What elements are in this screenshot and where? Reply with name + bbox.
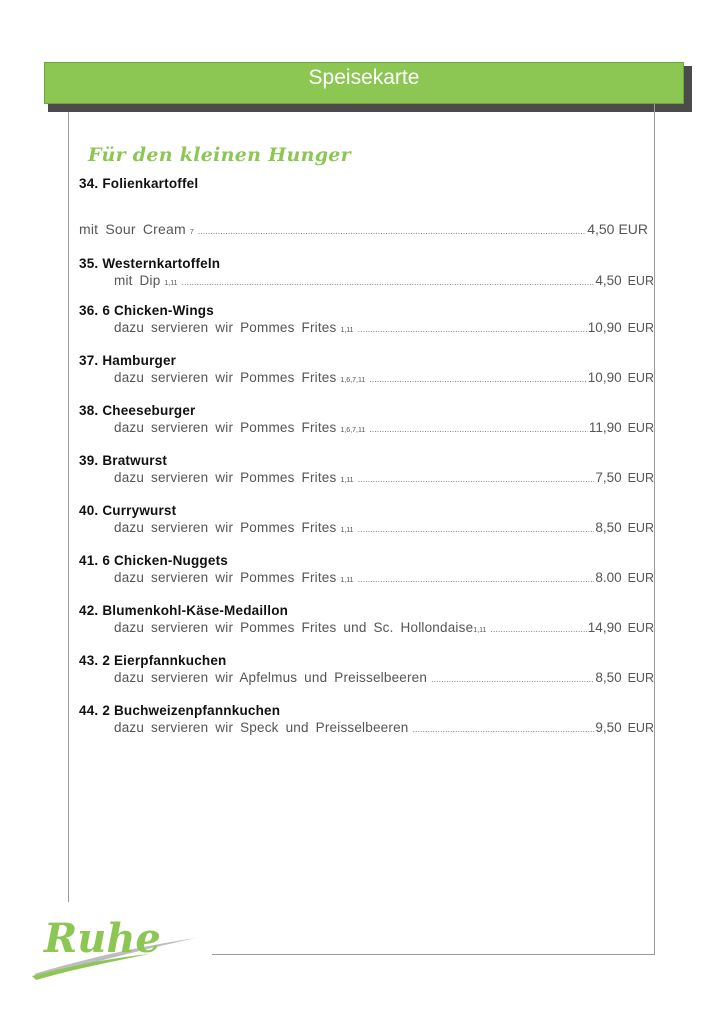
menu-item-name: 37. Hamburger	[79, 353, 177, 368]
menu-item-price: 10,90	[587, 370, 622, 385]
menu-item-currency: EUR	[627, 621, 654, 635]
menu-item	[79, 703, 654, 738]
menu-item-currency: EUR	[627, 671, 654, 685]
menu-item-currency: EUR	[627, 274, 654, 288]
menu-item-name: 39. Bratwurst	[79, 453, 168, 468]
menu-item-currency: EUR	[627, 471, 654, 485]
menu-item	[79, 353, 654, 389]
menu-item	[79, 403, 654, 439]
menu-item-price: 8,50	[595, 670, 622, 685]
menu-item-description: dazu servieren wir Apfelmus und Preisselbeeren	[114, 670, 428, 685]
menu-item-price: 7,50	[595, 470, 622, 485]
menu-item-description: dazu servieren wir Pommes Frites	[114, 370, 337, 385]
menu-item-currency: EUR	[618, 221, 648, 237]
menu-item-price: 8.00	[595, 570, 622, 585]
menu-item-name: 36. 6 Chicken-Wings	[79, 303, 214, 318]
menu-item-name: 40. Currywurst	[79, 503, 177, 518]
menu-item-price: 4,50	[587, 221, 615, 237]
menu-item-allergens: 7	[189, 229, 194, 236]
menu-item-allergens: 1,6,7,11	[340, 377, 366, 384]
dot-leader	[182, 274, 595, 291]
menu-item-name: 34. Folienkartoffel	[79, 176, 199, 191]
menu-item-currency: EUR	[627, 571, 654, 585]
menu-item-description: dazu servieren wir Pommes Frites	[114, 470, 337, 485]
menu-item-allergens: 1,6,7,11	[340, 427, 366, 434]
menu-item-currency: EUR	[627, 321, 654, 335]
menu-item-currency: EUR	[627, 521, 654, 535]
menu-item-price: 14,90	[587, 620, 622, 635]
frame-bottom-line	[212, 954, 655, 955]
menu-item-allergens: 1,11	[340, 327, 354, 334]
menu-item-description: dazu servieren wir Pommes Frites	[114, 570, 337, 585]
menu-item-currency: EUR	[627, 421, 654, 435]
menu-item-description: dazu servieren wir Pommes Frites und Sc. Hollondaise	[114, 620, 474, 635]
menu-item	[79, 503, 654, 539]
menu-item-price: 4,50	[595, 273, 622, 288]
menu-item	[79, 653, 654, 688]
menu-item-description: dazu servieren wir Pommes Frites	[114, 420, 337, 435]
dot-leader	[358, 521, 595, 538]
dot-leader	[198, 223, 586, 240]
menu-item-description: mit Sour Cream	[79, 221, 186, 237]
menu-item-allergens: 1,11	[164, 280, 178, 287]
frame-right-line	[654, 104, 655, 954]
ruhe-logo	[30, 900, 200, 980]
menu-item-allergens: 1,11	[340, 577, 354, 584]
logo-text: Ruhe	[44, 915, 161, 962]
menu-item-name: 38. Cheeseburger	[79, 403, 196, 418]
dot-leader	[358, 321, 587, 338]
menu-item-name: 41. 6 Chicken-Nuggets	[79, 553, 228, 568]
menu-item-name: 42. Blumenkohl-Käse-Medaillon	[79, 603, 289, 618]
menu-item-detail	[79, 221, 654, 241]
frame-left-line	[68, 112, 69, 902]
dot-leader	[369, 421, 588, 438]
dot-leader	[431, 671, 594, 688]
menu-item	[79, 603, 654, 639]
menu-item-description: dazu servieren wir Pommes Frites	[114, 320, 337, 335]
dot-leader	[358, 571, 595, 588]
menu-item-allergens: 1,11	[340, 477, 354, 484]
menu-item	[79, 453, 654, 489]
menu-item-description: dazu servieren wir Pommes Frites	[114, 520, 337, 535]
menu-item-price: 9,50	[595, 720, 622, 735]
menu-item-description: dazu servieren wir Speck und Preisselbeeren	[114, 720, 409, 735]
section-title: Für den kleinen Hunger	[88, 144, 351, 166]
menu-item-name: 35. Westernkartoffeln	[79, 256, 221, 271]
menu-item-price: 10,90	[587, 320, 622, 335]
dot-leader	[413, 721, 595, 738]
menu-item-currency: EUR	[627, 371, 654, 385]
menu-item-allergens: 1,11	[473, 627, 487, 634]
dot-leader	[369, 371, 587, 388]
menu-item-price: 8,50	[595, 520, 622, 535]
menu-item-name: 44. 2 Buchweizenpfannkuchen	[79, 703, 281, 718]
menu-item-price: 11,90	[588, 420, 622, 435]
menu-item-currency: EUR	[627, 721, 654, 735]
menu-item	[79, 553, 654, 589]
menu-item-allergens: 1,11	[340, 527, 354, 534]
menu-item-name: 43. 2 Eierpfannkuchen	[79, 653, 227, 668]
menu-item-description: mit Dip	[114, 273, 161, 288]
dot-leader	[358, 471, 595, 488]
menu-item	[79, 256, 654, 292]
menu-item	[79, 176, 654, 192]
dot-leader	[490, 621, 586, 638]
menu-item	[79, 303, 654, 339]
header-banner	[44, 62, 684, 104]
page-title: Speisekarte	[308, 66, 420, 89]
